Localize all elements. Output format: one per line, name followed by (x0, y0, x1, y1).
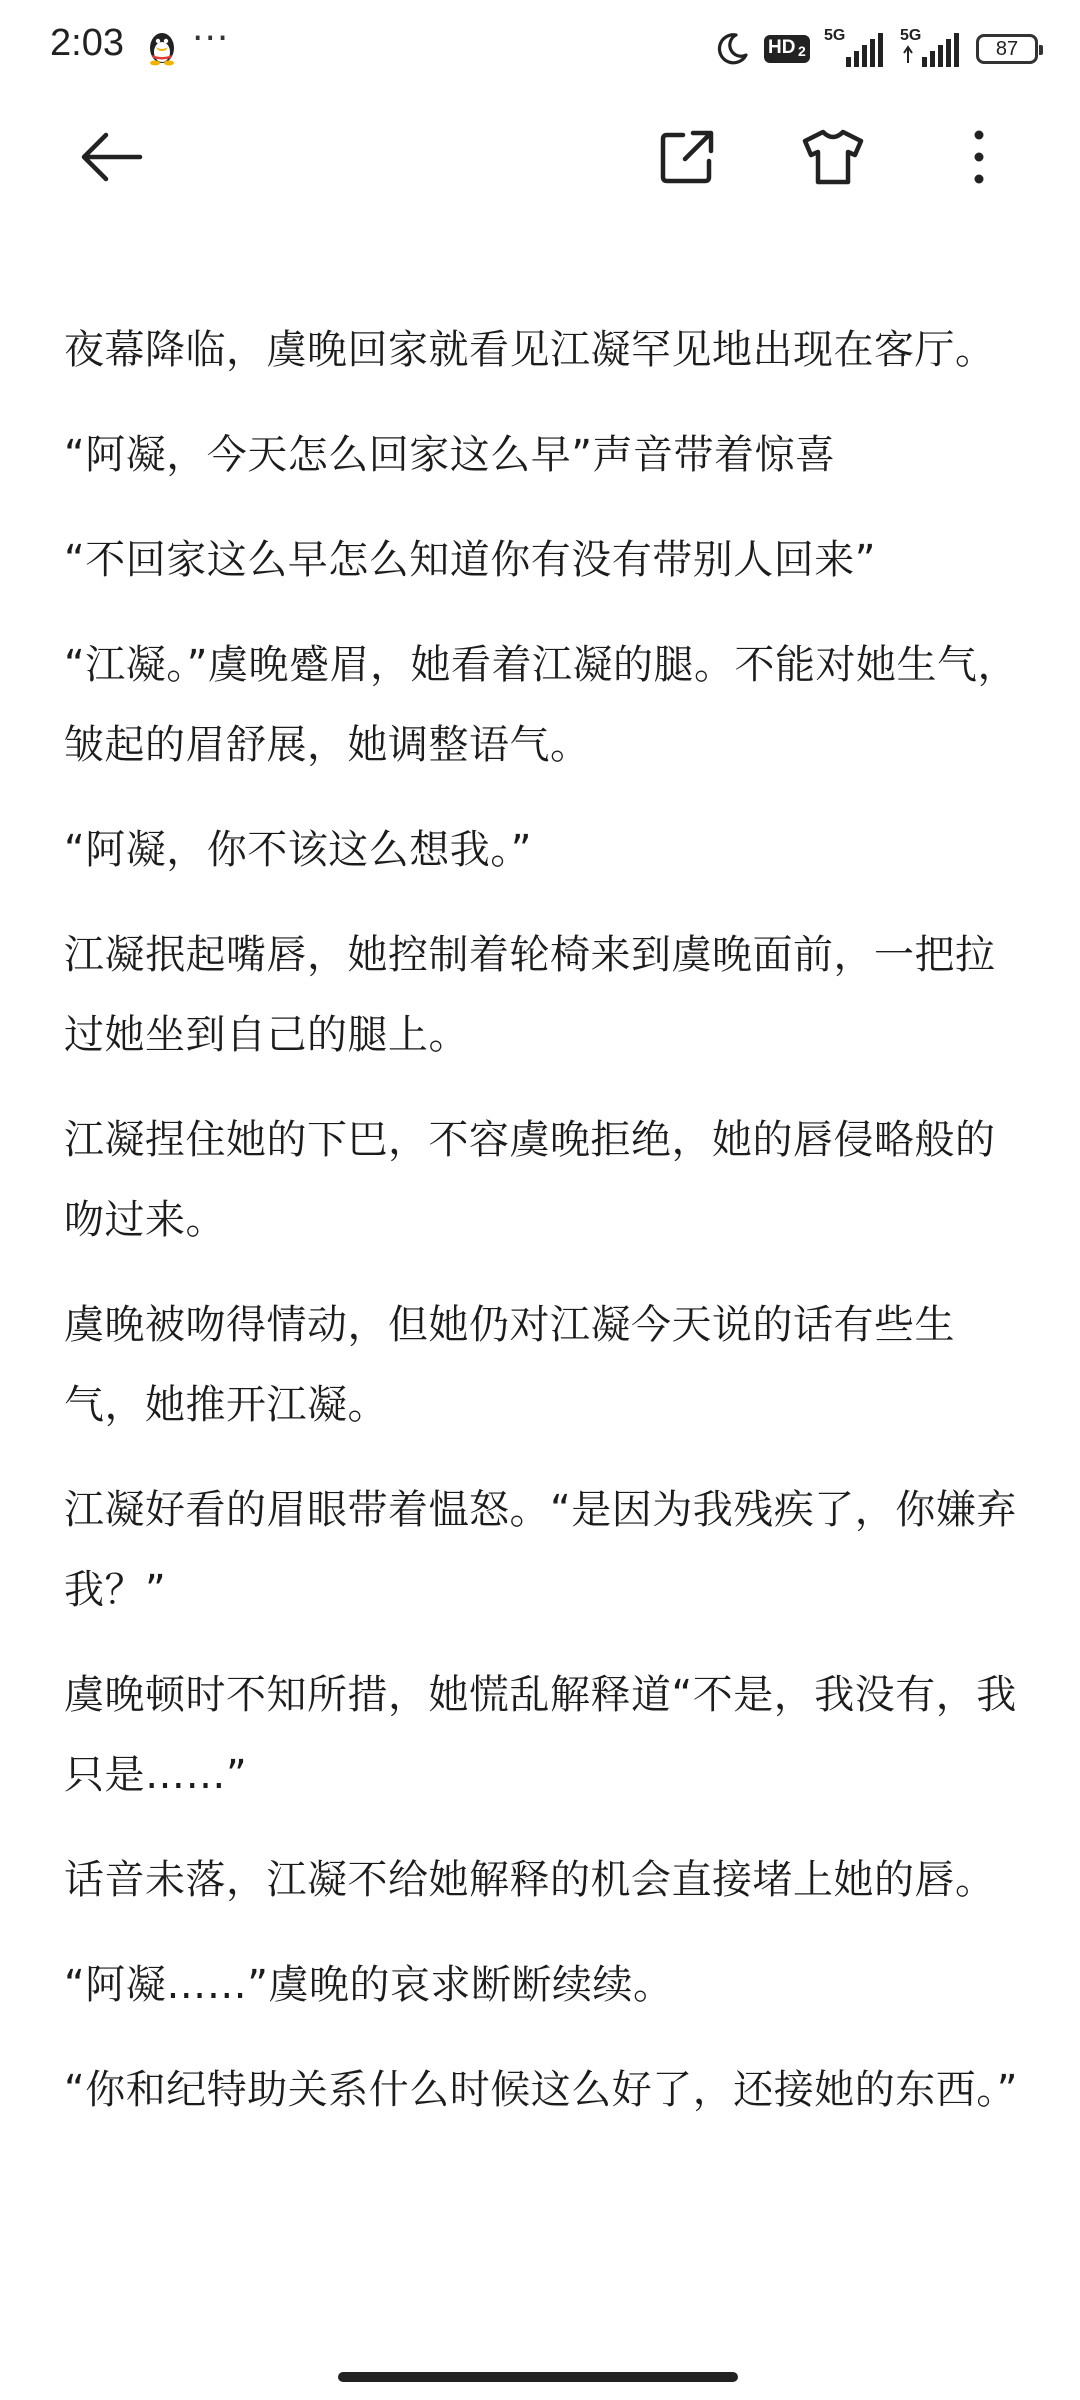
hd-voice-icon (764, 33, 810, 65)
paragraph: 虞晚被吻得情动，但她仍对江凝今天说的话有些生气，她推开江凝。 (64, 1302, 955, 1428)
status-more-icon: ··· (192, 18, 230, 59)
qq-penguin-icon (146, 28, 178, 66)
paragraph: 虞晚顿时不知所措，她慌乱解释道“不是，我没有，我只是……” (64, 1672, 1017, 1798)
signal-2-label: 5G (900, 27, 922, 44)
paragraph: 江凝捏住她的下巴，不容虞晚拒绝，她的唇侵略般的吻过来。 (64, 1117, 996, 1243)
paragraph: 夜幕降临，虞晚回家就看见江凝罕见地出现在客厅。 (64, 327, 996, 373)
back-button[interactable] (78, 124, 144, 190)
status-bar (0, 0, 1080, 100)
signal-1-label: 5G (824, 27, 846, 44)
paragraph: 江凝好看的眉眼带着愠怒。“是因为我残疾了，你嫌弃我？” (64, 1487, 1017, 1613)
status-time: 2:03 (50, 22, 124, 64)
paragraph: “阿凝，你不该这么想我。” (64, 827, 532, 873)
paragraph: “江凝。”虞晚蹙眉，她看着江凝的腿。不能对她生气，皱起的眉舒展，她调整语气。 (64, 642, 1018, 768)
battery-indicator: 87 (976, 34, 1038, 64)
home-indicator[interactable] (338, 2372, 738, 2382)
share-button[interactable] (654, 124, 720, 190)
paragraph: “阿凝……”虞晚的哀求断断续续。 (64, 1962, 674, 2008)
signal-2-icon (900, 29, 962, 69)
arrow-left-icon (78, 124, 144, 190)
external-link-icon (657, 127, 717, 187)
signal-1-icon (824, 29, 886, 69)
paragraph: 江凝抿起嘴唇，她控制着轮椅来到虞晚面前，一把拉过她坐到自己的腿上。 (64, 932, 996, 1058)
hd-label: HD (768, 37, 796, 58)
status-indicators (714, 26, 1038, 72)
paragraph: “不回家这么早怎么知道你有没有带别人回来” (64, 537, 876, 583)
more-menu-button[interactable] (946, 124, 1012, 190)
paragraph: “你和纪特助关系什么时候这么好了，还接她的东西。” (64, 2067, 1018, 2113)
chapter-content (64, 310, 1024, 2155)
hd-sub-label: 2 (798, 43, 806, 59)
tshirt-icon (801, 127, 865, 187)
vertical-dots-icon (969, 127, 989, 187)
theme-button[interactable] (800, 124, 866, 190)
moon-icon (714, 31, 750, 67)
paragraph: 话音未落，江凝不给她解释的机会直接堵上她的唇。 (64, 1857, 996, 1903)
reader-toolbar (0, 100, 1080, 212)
paragraph: “阿凝，今天怎么回家这么早”声音带着惊喜 (64, 432, 836, 478)
